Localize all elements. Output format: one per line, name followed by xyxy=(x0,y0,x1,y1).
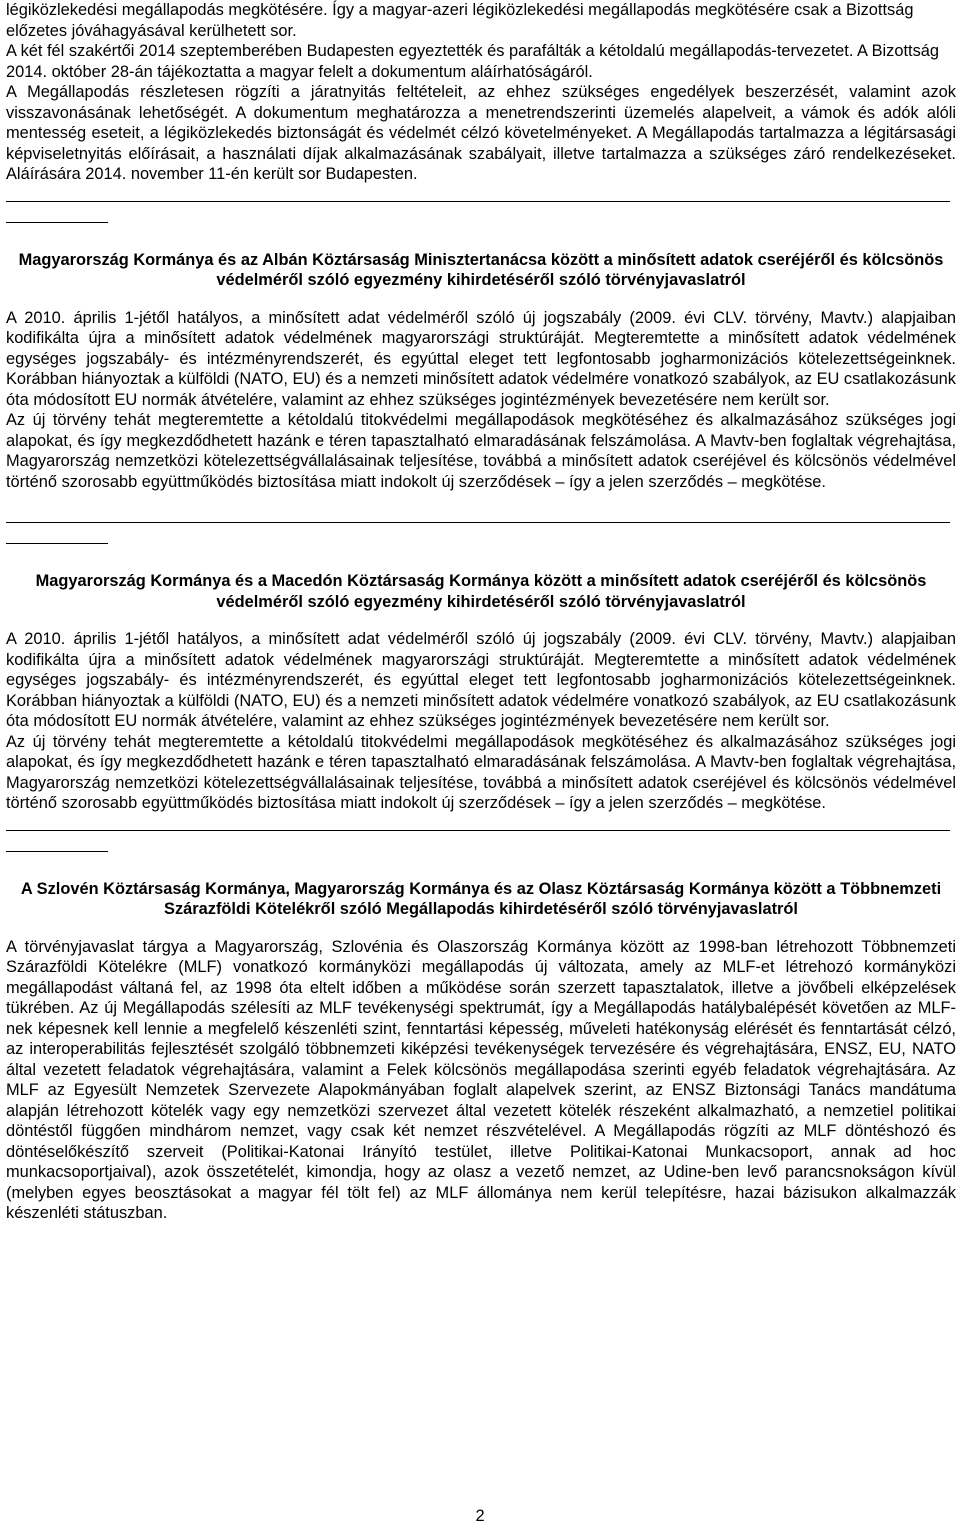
section-paragraph: Az új törvény tehát megteremtette a kétoldalú titokvédelmi megállapodások megkötéséhez és alkalmazásához szükséges jogi alapokat, és így megkezdődhetett hazánk e téren tapasztalható elmaradásának felszámolása. A Mavtv-ben foglaltak végrehajtása, Magyarország nemzetközi kötelezettségvállalásainak teljesítése, továbbá a minősített adatok cseréjével és kölcsönös védelmével történő szorosabb együttműködés biztosítása miatt indokolt új szerződések – így a jelen szerződés – megkötése. xyxy=(6,411,956,491)
document-page xyxy=(6,0,956,1224)
section-paragraph: A 2010. április 1-jétől hatályos, a minősített adat védelméről szóló új jogszabály (2009. évi CLV. törvény, Mavtv.) alapjaiban kodifikálta újra a minősített adatok védelmének magyarországi struktúráját. Megteremtette a minősített adatok védelmének egységes jogszabály- és intézményrendszerét, és egyúttal eleget tett legfontosabb jogharmonizációs kötelezettségeinknek. Korábban hiányoztak a külföldi (NATO, EU) és a nemzeti minősített adatok védelmére vonatkozó szabályok, az EU csatlakozásunk óta módosított EU normák átvételére, valamint az ehhez szükséges jogintézmények bevezetésére nem került sor. xyxy=(6,308,956,409)
intro-paragraph-2: A két fél szakértői 2014 szeptemberében Budapesten egyeztették és parafálták a kétoldalú megállapodás-tervezetet. A Bizottság 2014. október 28-án tájékoztatta a magyar felelt a dokumentum aláírhatóságáról. xyxy=(6,42,940,81)
section-title-mlf: A Szlovén Köztársaság Kormánya, Magyarország Kormánya és az Olasz Köztársaság Kormánya között a Többnemzeti Szárazföldi Kötelékről szóló Megállapodás kihirdetéséről szóló törvényjavaslatról xyxy=(20,879,942,918)
page-number: 2 xyxy=(475,1507,485,1525)
intro-block xyxy=(6,0,956,185)
section-divider-long xyxy=(6,201,950,202)
section-paragraph: Az új törvény tehát megteremtette a kétoldalú titokvédelmi megállapodások megkötéséhez és alkalmazásához szükséges jogi alapokat, és így megkezdődhetett hazánk e téren tapasztalható elmaradásának felszámolása. A Mavtv-ben foglaltak végrehajtása, Magyarország nemzetközi kötelezettségvállalásainak teljesítése, továbbá a minősített adatok cseréjével és kölcsönös védelmével történő szorosabb együttműködés biztosítása miatt indokolt új szerződések – így a jelen szerződés – megkötése. xyxy=(6,732,956,812)
intro-paragraph-1: légiközlekedési megállapodás megkötésére. Így a magyar-azeri légiközlekedési megállapodás megkötésére csak a Bizottság előzetes jóváhagyásával kerülhetett sor. xyxy=(6,1,914,40)
section-paragraph: A törvényjavaslat tárgya a Magyarország, Szlovénia és Olaszország Kormánya között az 1998-ban létrehozott Többnemzeti Szárazföldi Kötelékre (MLF) vonatkozó kormányközi megállapodás új változata, amely az MLF-et létrehozó kormányközi megállapodást váltaná fel, az 1998 óta eltelt időben a működése során szerzett tapasztalatok, illetve a jövőbeli elképzelések tükrében. Az új Megállapodás szélesíti az MLF tevékenységi spektrumát, így a Megállapodás hatálybalépését követően az MLF-nek képesnek kell lennie a megfelelő készenléti szint, fenntartási képesség, műveleti hatékonyság elérését és fenntartását célzó, az interoperabilitás fejlesztését szolgáló többnemzeti kiképzési tevékenységek tervezésére és végrehajtására, ENSZ, EU, NATO által vezetett feladatok végrehajtására, valamint a Felek kölcsönös megállapodása szerinti egyéb feladatok végrehajtására. Az MLF az Egyesült Nemzetek Szervezete Alapokmányában foglalt alapelvek szerint, az ENSZ Biztonsági Tanács mandátuma alapján létrehozott kötelék vagy egy nemzetközi szervezet által vezetett kötelék részeként alkalmazható, a nemzetiel politikai döntéstől függően mindhárom nemzet, vagy csak két nemzet részvételével. A Megállapodás rögzíti az MLF döntéshozó és döntéselőkészítő szerveit (Politikai-Katonai Irányító testület, illetve Politikai-Katonai Munkacsoport, annak ad hoc munkacsoportjaival), azok összetételét, kimondja, hogy az olasz a vezető nemzet, az Udine-ben levő parancsnokságon kívül (melyben egyes beosztásokat a magyar fél tölt fel) az MLF állománya nem kerül telepítésre, hazai bázisukon alkalmazzák készenléti státuszban. xyxy=(6,937,956,1222)
intro-paragraph-3: A Megállapodás részletesen rögzíti a járatnyitás feltételeit, az ehhez szükséges engedélyek beszerzését, valamint azok visszavonásának lehetőségét. A dokumentum meghatározza a menetrendszerinti üzemelés alapelveit, a vámok és adók alóli mentesség eseteit, a légiközlekedés biztonságát és védelmét célzó követelményeket. A Megállapodás tartalmazza a légitársasági képviseletnyitás előírásait, a használati díjak alkalmazásának szabályait, illetve tartalmazza a szükséges záró rendelkezéseket. Aláírására 2014. november 11-én került sor Budapesten. xyxy=(6,83,956,183)
section-paragraph: A 2010. április 1-jétől hatályos, a minősített adat védelméről szóló új jogszabály (2009. évi CLV. törvény, Mavtv.) alapjaiban kodifikálta újra a minősített adatok védelmének magyarországi struktúráját. Megteremtette a minősített adatok védelmének egységes jogszabály- és intézményrendszerét, és egyúttal eleget tett legfontosabb jogharmonizációs kötelezettségeinknek. Korábban hiányoztak a külföldi (NATO, EU) és a nemzeti minősített adatok védelmére vonatkozó szabályok, az EU csatlakozásunk óta módosított EU normák átvételére, valamint az ehhez szükséges jogintézmények bevezetésére nem került sor. xyxy=(6,630,956,730)
section-title-albania: Magyarország Kormánya és az Albán Köztársaság Minisztertanácsa között a minősített adatok cseréjéről és kölcsönös védelméről szóló egyezmény kihirdetéséről szóló törvényjavaslatról xyxy=(18,250,944,289)
section-title-macedonia: Magyarország Kormánya és a Macedón Köztársaság Kormánya között a minősített adatok cseréjéről és kölcsönös védelméről szóló egyezmény kihirdetéséről szóló törvényjavaslatról xyxy=(35,572,927,611)
section-divider-long xyxy=(6,830,950,831)
section-divider-long xyxy=(6,522,950,523)
